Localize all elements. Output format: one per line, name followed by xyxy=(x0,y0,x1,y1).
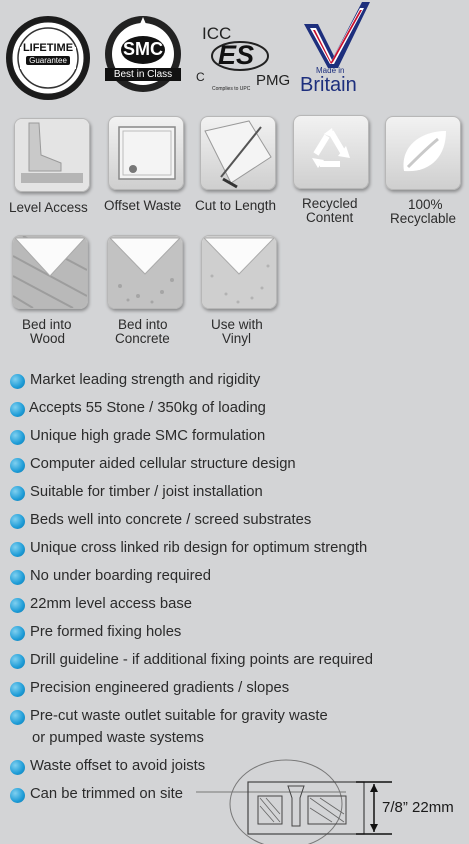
bullet-continuation: or pumped waste systems xyxy=(32,730,204,746)
use-with-vinyl-icon xyxy=(201,235,277,309)
bullet-dot-icon xyxy=(10,430,25,445)
recyclable-label-1: 100% xyxy=(408,197,443,212)
pmg-text: PMG xyxy=(256,72,291,89)
bullet-dot-icon xyxy=(10,458,25,473)
recycled-content-label-2: Content xyxy=(306,210,354,225)
smc-logo-text: SMC xyxy=(123,39,163,59)
made-in-britain-badge xyxy=(298,2,372,94)
bullet-dot-icon xyxy=(10,788,25,803)
icc-es-pmg-badge xyxy=(196,22,291,94)
dimension-label: 7/8” 22mm xyxy=(382,799,454,816)
made-in-text: Made in xyxy=(316,66,345,75)
recyclable-label-2: Recyclable xyxy=(390,211,457,226)
bullet-dot-icon xyxy=(10,402,25,417)
recycled-content-label-1: Recycled xyxy=(302,196,358,211)
use-with-vinyl-label-1: Use with xyxy=(211,317,263,332)
level-access-label: Level Access xyxy=(9,200,88,215)
bed-into-concrete-icon xyxy=(107,235,183,309)
complies-text: Complies to UPC xyxy=(212,86,251,92)
level-access-icon xyxy=(14,118,90,192)
use-with-vinyl-label-2: Vinyl xyxy=(222,331,252,346)
bullet-dot-icon xyxy=(10,682,25,697)
bullet-dot-icon xyxy=(10,570,25,585)
bullet-dot-icon xyxy=(10,760,25,775)
bed-into-concrete-label-1: Bed into xyxy=(118,317,168,332)
bullet-dot-icon xyxy=(10,598,25,613)
icc-text: ICC xyxy=(202,24,232,43)
offset-waste-icon xyxy=(108,116,184,190)
recyclable-leaf-icon xyxy=(385,116,461,190)
bullet-dot-icon xyxy=(10,486,25,501)
recycled-content-icon xyxy=(293,115,369,189)
bullet-dot-icon xyxy=(10,710,25,725)
bed-into-concrete-label-2: Concrete xyxy=(115,331,170,346)
bed-into-wood-label-2: Wood xyxy=(30,331,66,346)
smc-best-in-class-badge xyxy=(103,14,183,94)
cut-to-length-label: Cut to Length xyxy=(195,198,277,213)
bullet-dot-icon xyxy=(10,374,25,389)
bullet-dot-icon xyxy=(10,626,25,641)
es-text: ES xyxy=(218,40,255,70)
britain-tick-icon xyxy=(298,2,372,72)
bed-into-wood-label-1: Bed into xyxy=(22,317,72,332)
bullet-dot-icon xyxy=(10,514,25,529)
c-text: C xyxy=(196,70,205,84)
offset-waste-label: Offset Waste xyxy=(104,198,182,213)
britain-text: Britain xyxy=(300,74,357,96)
cut-to-length-icon xyxy=(200,116,276,190)
bed-into-wood-icon xyxy=(12,235,88,309)
lifetime-text: LIFETIME xyxy=(22,42,74,54)
lifetime-guarantee-badge xyxy=(4,14,92,102)
bullet-dot-icon xyxy=(10,542,25,557)
best-in-class-text: Best in Class xyxy=(105,68,181,81)
bullet-dot-icon xyxy=(10,654,25,669)
guarantee-text: Guarantee xyxy=(26,56,70,65)
